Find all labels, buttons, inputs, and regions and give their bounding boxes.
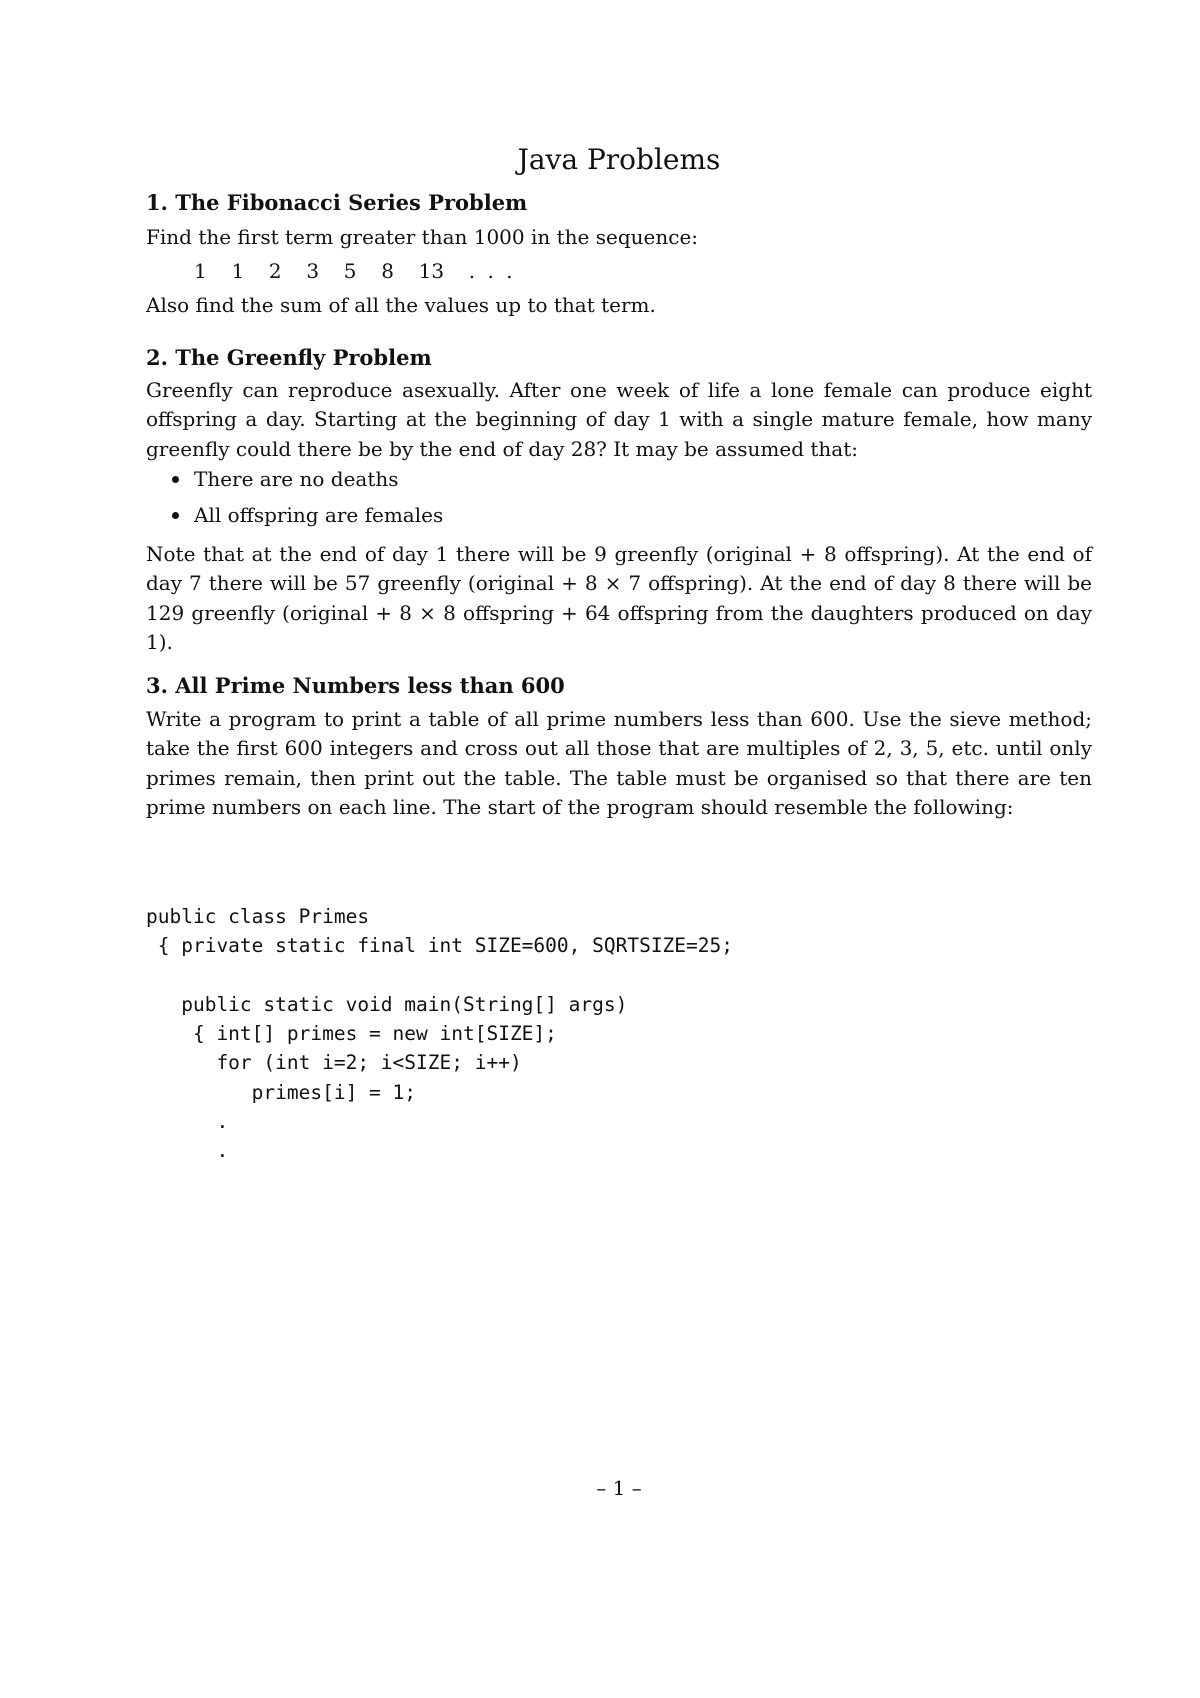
bullet-icon [172, 476, 179, 483]
problem-2-note: Note that at the end of day 1 there will be 9 greenfly (original + 8 offspring). At the end of day 7 there will be 57 greenfly (original + 8 × 7 offspring). At the end of day 8 there will be 129 greenfly (original + 8 × 8 offspring + 64 offspring from the daughters produced on day 1). [146, 542, 1092, 655]
list-item-text: All offspring are females [194, 503, 444, 527]
list-item-text: There are no deaths [194, 467, 399, 491]
problem-3-paragraph: Write a program to print a table of all prime numbers less than 600. Use the sieve method; take the first 600 integers and cross out all those that are multiples of 2, 3, 5, etc. until only primes remain, then print out the table. The table must be organised so that there are ten prime numbers on each line. The start of the program should resemble the following: [146, 707, 1092, 820]
assumption-list [146, 464, 443, 536]
problem-2-paragraph: Greenfly can reproduce asexually. After one week of life a lone female can produce eight offspring a day. Starting at the beginning of day 1 with a single mature female, how many greenfly could there be by the end of day 28? It may be assumed that: [146, 378, 1092, 461]
page-title: Java Problems [517, 143, 721, 176]
list-item [146, 464, 443, 500]
bullet-icon [172, 512, 179, 519]
problem-2-heading: 2. The Greenfly Problem [146, 345, 432, 370]
problem-1-intro: Find the first term greater than 1000 in the sequence: [146, 225, 699, 249]
code-listing: public class Primes { private static final int SIZE=600, SQRTSIZE=25; public static void main(String[] args) { int[] primes = new int[SIZE]; for (int i=2; i<SIZE; i++) primes[i] = 1; . . [146, 905, 733, 1163]
page-number: – 1 – [596, 1476, 642, 1500]
problem-1-outro: Also find the sum of all the values up to that term. [146, 293, 656, 317]
problem-3-heading: 3. All Prime Numbers less than 600 [146, 673, 565, 698]
list-item [146, 500, 443, 536]
problem-1-heading: 1. The Fibonacci Series Problem [146, 190, 528, 215]
fibonacci-sequence: 1 1 2 3 5 8 13 . . . [194, 259, 513, 283]
